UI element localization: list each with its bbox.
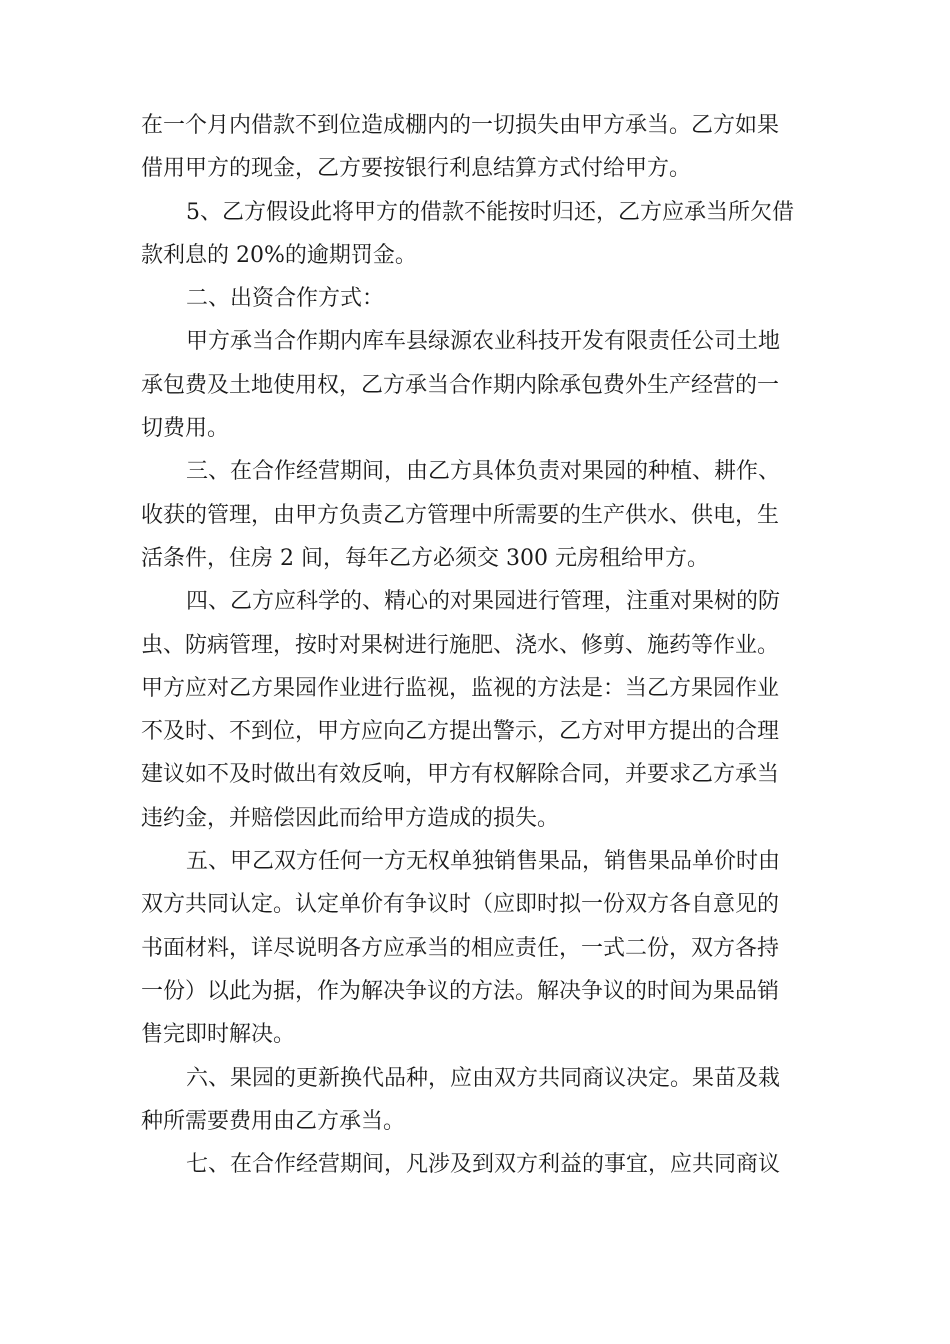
text-line: 建议如不及时做出有效反响，甲方有权解除合同，并要求乙方承当 xyxy=(141,762,780,788)
text-line: 借用甲方的现金，乙方要按银行利息结算方式付给甲方。 xyxy=(141,156,692,182)
text-line: 款利息的 20%的逾期罚金。 xyxy=(141,242,417,268)
text-line: 五、甲乙双方任何一方无权单独销售果品，销售果品单价时由 xyxy=(186,849,781,875)
text-line: 甲方应对乙方果园作业进行监视，监视的方法是：当乙方果园作业 xyxy=(141,675,780,701)
text-line: 一份）以此为据，作为解决争议的方法。解决争议的时间为果品销 xyxy=(141,978,780,1004)
text-line: 二、出资合作方式： xyxy=(186,286,385,312)
text-line: 收获的管理，由甲方负责乙方管理中所需要的生产供水、供电，生 xyxy=(141,502,780,528)
text-line: 七、在合作经营期间，凡涉及到双方利益的事宜，应共同商议 xyxy=(186,1152,781,1178)
text-line: 切费用。 xyxy=(141,416,230,442)
text-line: 5、乙方假设此将甲方的借款不能按时归还，乙方应承当所欠借 xyxy=(186,199,794,225)
text-line: 种所需要费用由乙方承当。 xyxy=(141,1108,406,1134)
text-line: 甲方承当合作期内库车县绿源农业科技开发有限责任公司土地 xyxy=(186,329,781,355)
text-line: 六、果园的更新换代品种，应由双方共同商议决定。果苗及栽 xyxy=(186,1065,781,1091)
text-line: 在一个月内借款不到位造成棚内的一切损失由甲方承当。乙方如果 xyxy=(141,113,780,138)
text-line: 虫、防病管理，按时对果树进行施肥、浇水、修剪、施药等作业。 xyxy=(141,632,780,658)
text-line: 书面材料，详尽说明各方应承当的相应责任，一式二份，双方各持 xyxy=(141,935,780,961)
text-line: 双方共同认定。认定单价有争议时（应即时拟一份双方各自意见的 xyxy=(141,892,780,918)
document-body xyxy=(141,104,811,1186)
text-line: 四、乙方应科学的、精心的对果园进行管理，注重对果树的防 xyxy=(186,589,781,615)
text-line: 承包费及土地使用权，乙方承当合作期内除承包费外生产经营的一 xyxy=(141,372,780,398)
text-line: 三、在合作经营期间，由乙方具体负责对果园的种植、耕作、 xyxy=(186,459,781,485)
text-line: 违约金，并赔偿因此而给甲方造成的损失。 xyxy=(141,805,560,831)
text-line: 活条件，住房 2 间，每年乙方必须交 300 元房租给甲方。 xyxy=(141,545,709,571)
text-line: 不及时、不到位，甲方应向乙方提出警示，乙方对甲方提出的合理 xyxy=(141,719,780,745)
text-line: 售完即时解决。 xyxy=(141,1022,296,1048)
